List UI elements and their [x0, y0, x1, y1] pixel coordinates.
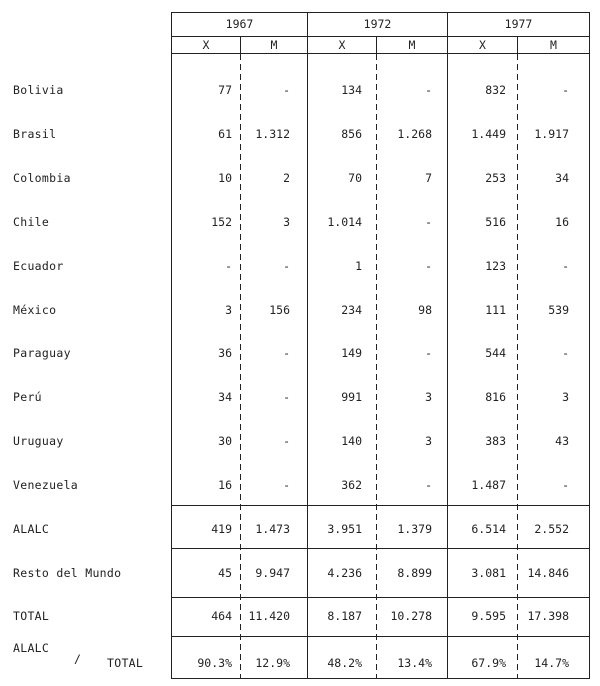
- table-cell: 3: [283, 215, 290, 229]
- summary-cell: 3.951: [327, 522, 362, 536]
- table-cell: -: [225, 259, 232, 273]
- summary-cell: 6.514: [471, 522, 506, 536]
- table-cell: 2: [283, 171, 290, 185]
- table-cell: 1.917: [534, 127, 569, 141]
- table-cell: 253: [485, 171, 506, 185]
- ratio-label-total: TOTAL: [107, 656, 144, 670]
- table-cell: 70: [348, 171, 362, 185]
- summary-cell: 14.846: [527, 566, 569, 580]
- table-cell: 1.449: [471, 127, 506, 141]
- table-cell: 134: [341, 83, 362, 97]
- table-cell: 234: [341, 303, 362, 317]
- summary-label-total: TOTAL: [13, 609, 50, 623]
- table-cell: 156: [269, 303, 290, 317]
- table-cell: 77: [218, 83, 232, 97]
- table-cell: 516: [485, 215, 506, 229]
- ratio-cell: 90.3%: [197, 656, 232, 670]
- year-header-1972: 1972: [363, 17, 392, 31]
- table-cell: 3: [425, 434, 432, 448]
- sub-header-x-1977: X: [479, 38, 486, 52]
- row-label-ecuador: Ecuador: [13, 259, 64, 273]
- table-cell: 43: [555, 434, 569, 448]
- table-cell: 34: [555, 171, 569, 185]
- table-cell: 7: [425, 171, 432, 185]
- table-cell: -: [425, 259, 432, 273]
- table-cell: 152: [211, 215, 232, 229]
- table-cell: -: [562, 83, 569, 97]
- table-cell: -: [283, 259, 290, 273]
- year-header-1967: 1967: [225, 17, 254, 31]
- sub-header-x-1972: X: [338, 38, 346, 52]
- table-cell: 123: [485, 259, 506, 273]
- summary-cell: 9.595: [471, 609, 506, 623]
- row-label-bolivia: Bolivia: [13, 83, 64, 97]
- summary-label-resto-del-mundo: Resto del Mundo: [13, 566, 122, 580]
- table-cell: 16: [218, 478, 232, 492]
- table-cell: -: [283, 390, 290, 404]
- summary-label-alalc: ALALC: [13, 522, 50, 536]
- row-label-chile: Chile: [13, 215, 50, 229]
- table-cell: 832: [485, 83, 506, 97]
- table-cell: -: [283, 83, 290, 97]
- table-cell: 1.487: [471, 478, 506, 492]
- table-cell: 3: [562, 390, 569, 404]
- summary-cell: 3.081: [471, 566, 506, 580]
- ratio-cell: 48.2%: [327, 656, 362, 670]
- table-cell: 539: [548, 303, 569, 317]
- table-cell: 991: [341, 390, 362, 404]
- summary-cell: 1.473: [255, 522, 290, 536]
- table-cell: -: [425, 215, 432, 229]
- table-cell: 34: [218, 390, 232, 404]
- summary-cell: 464: [211, 609, 232, 623]
- row-label-mexico: México: [13, 303, 57, 317]
- table-cell: 111: [485, 303, 506, 317]
- table-cell: -: [283, 434, 290, 448]
- summary-cell: 2.552: [534, 522, 569, 536]
- sub-header-m-1967: M: [270, 38, 278, 52]
- summary-cell: 8.899: [397, 566, 432, 580]
- summary-cell: 9.947: [255, 566, 290, 580]
- summary-cell: 17.398: [527, 609, 569, 623]
- table-cell: -: [425, 83, 432, 97]
- sub-header-m-1972: M: [408, 38, 416, 52]
- ratio-cell: 14.7%: [534, 656, 569, 670]
- row-label-venezuela: Venezuela: [13, 478, 79, 492]
- sub-header-m-1977: M: [550, 38, 557, 52]
- row-label-uruguay: Uruguay: [13, 434, 64, 448]
- year-header-1977: 1977: [504, 17, 533, 31]
- table-cell: -: [562, 346, 569, 360]
- table-cell: -: [562, 478, 569, 492]
- row-label-brasil: Brasil: [13, 127, 57, 141]
- ratio-label-slash: /: [74, 652, 82, 666]
- table-cell: 36: [218, 346, 232, 360]
- ratio-cell: 13.4%: [397, 656, 432, 670]
- table-cell: 140: [341, 434, 362, 448]
- summary-cell: 10.278: [390, 609, 432, 623]
- table-cell: 1.014: [327, 215, 362, 229]
- table-cell: 16: [555, 215, 569, 229]
- table-cell: 544: [485, 346, 506, 360]
- ratio-cell: 67.9%: [471, 656, 506, 670]
- table-cell: 10: [218, 171, 232, 185]
- table-cell: 1.312: [255, 127, 290, 141]
- summary-cell: 4.236: [327, 566, 362, 580]
- summary-cell: 11.420: [248, 609, 290, 623]
- summary-cell: 8.187: [327, 609, 362, 623]
- table-cell: 362: [341, 478, 362, 492]
- sub-header-x-1967: X: [202, 38, 210, 52]
- table-cell: 3: [225, 303, 232, 317]
- table-cell: -: [425, 346, 432, 360]
- row-label-paraguay: Paraguay: [13, 346, 71, 360]
- table-cell: 149: [341, 346, 362, 360]
- table-cell: -: [562, 259, 569, 273]
- table-cell: 816: [485, 390, 506, 404]
- ratio-label-alalc: ALALC: [13, 641, 50, 655]
- table-cell: 1: [355, 259, 362, 273]
- table-cell: 856: [341, 127, 362, 141]
- summary-cell: 45: [218, 566, 232, 580]
- table-cell: -: [425, 478, 432, 492]
- table-cell: 98: [418, 303, 432, 317]
- ratio-cell: 12.9%: [255, 656, 290, 670]
- table-cell: 383: [485, 434, 506, 448]
- row-label-colombia: Colombia: [13, 171, 71, 185]
- summary-cell: 419: [211, 522, 232, 536]
- table-cell: 30: [218, 434, 232, 448]
- summary-cell: 1.379: [397, 522, 432, 536]
- table-cell: 1.268: [397, 127, 432, 141]
- table-cell: -: [283, 346, 290, 360]
- row-label-peru: Perú: [13, 390, 42, 404]
- table-cell: 61: [218, 127, 232, 141]
- table-cell: 3: [425, 390, 432, 404]
- table-cell: -: [283, 478, 290, 492]
